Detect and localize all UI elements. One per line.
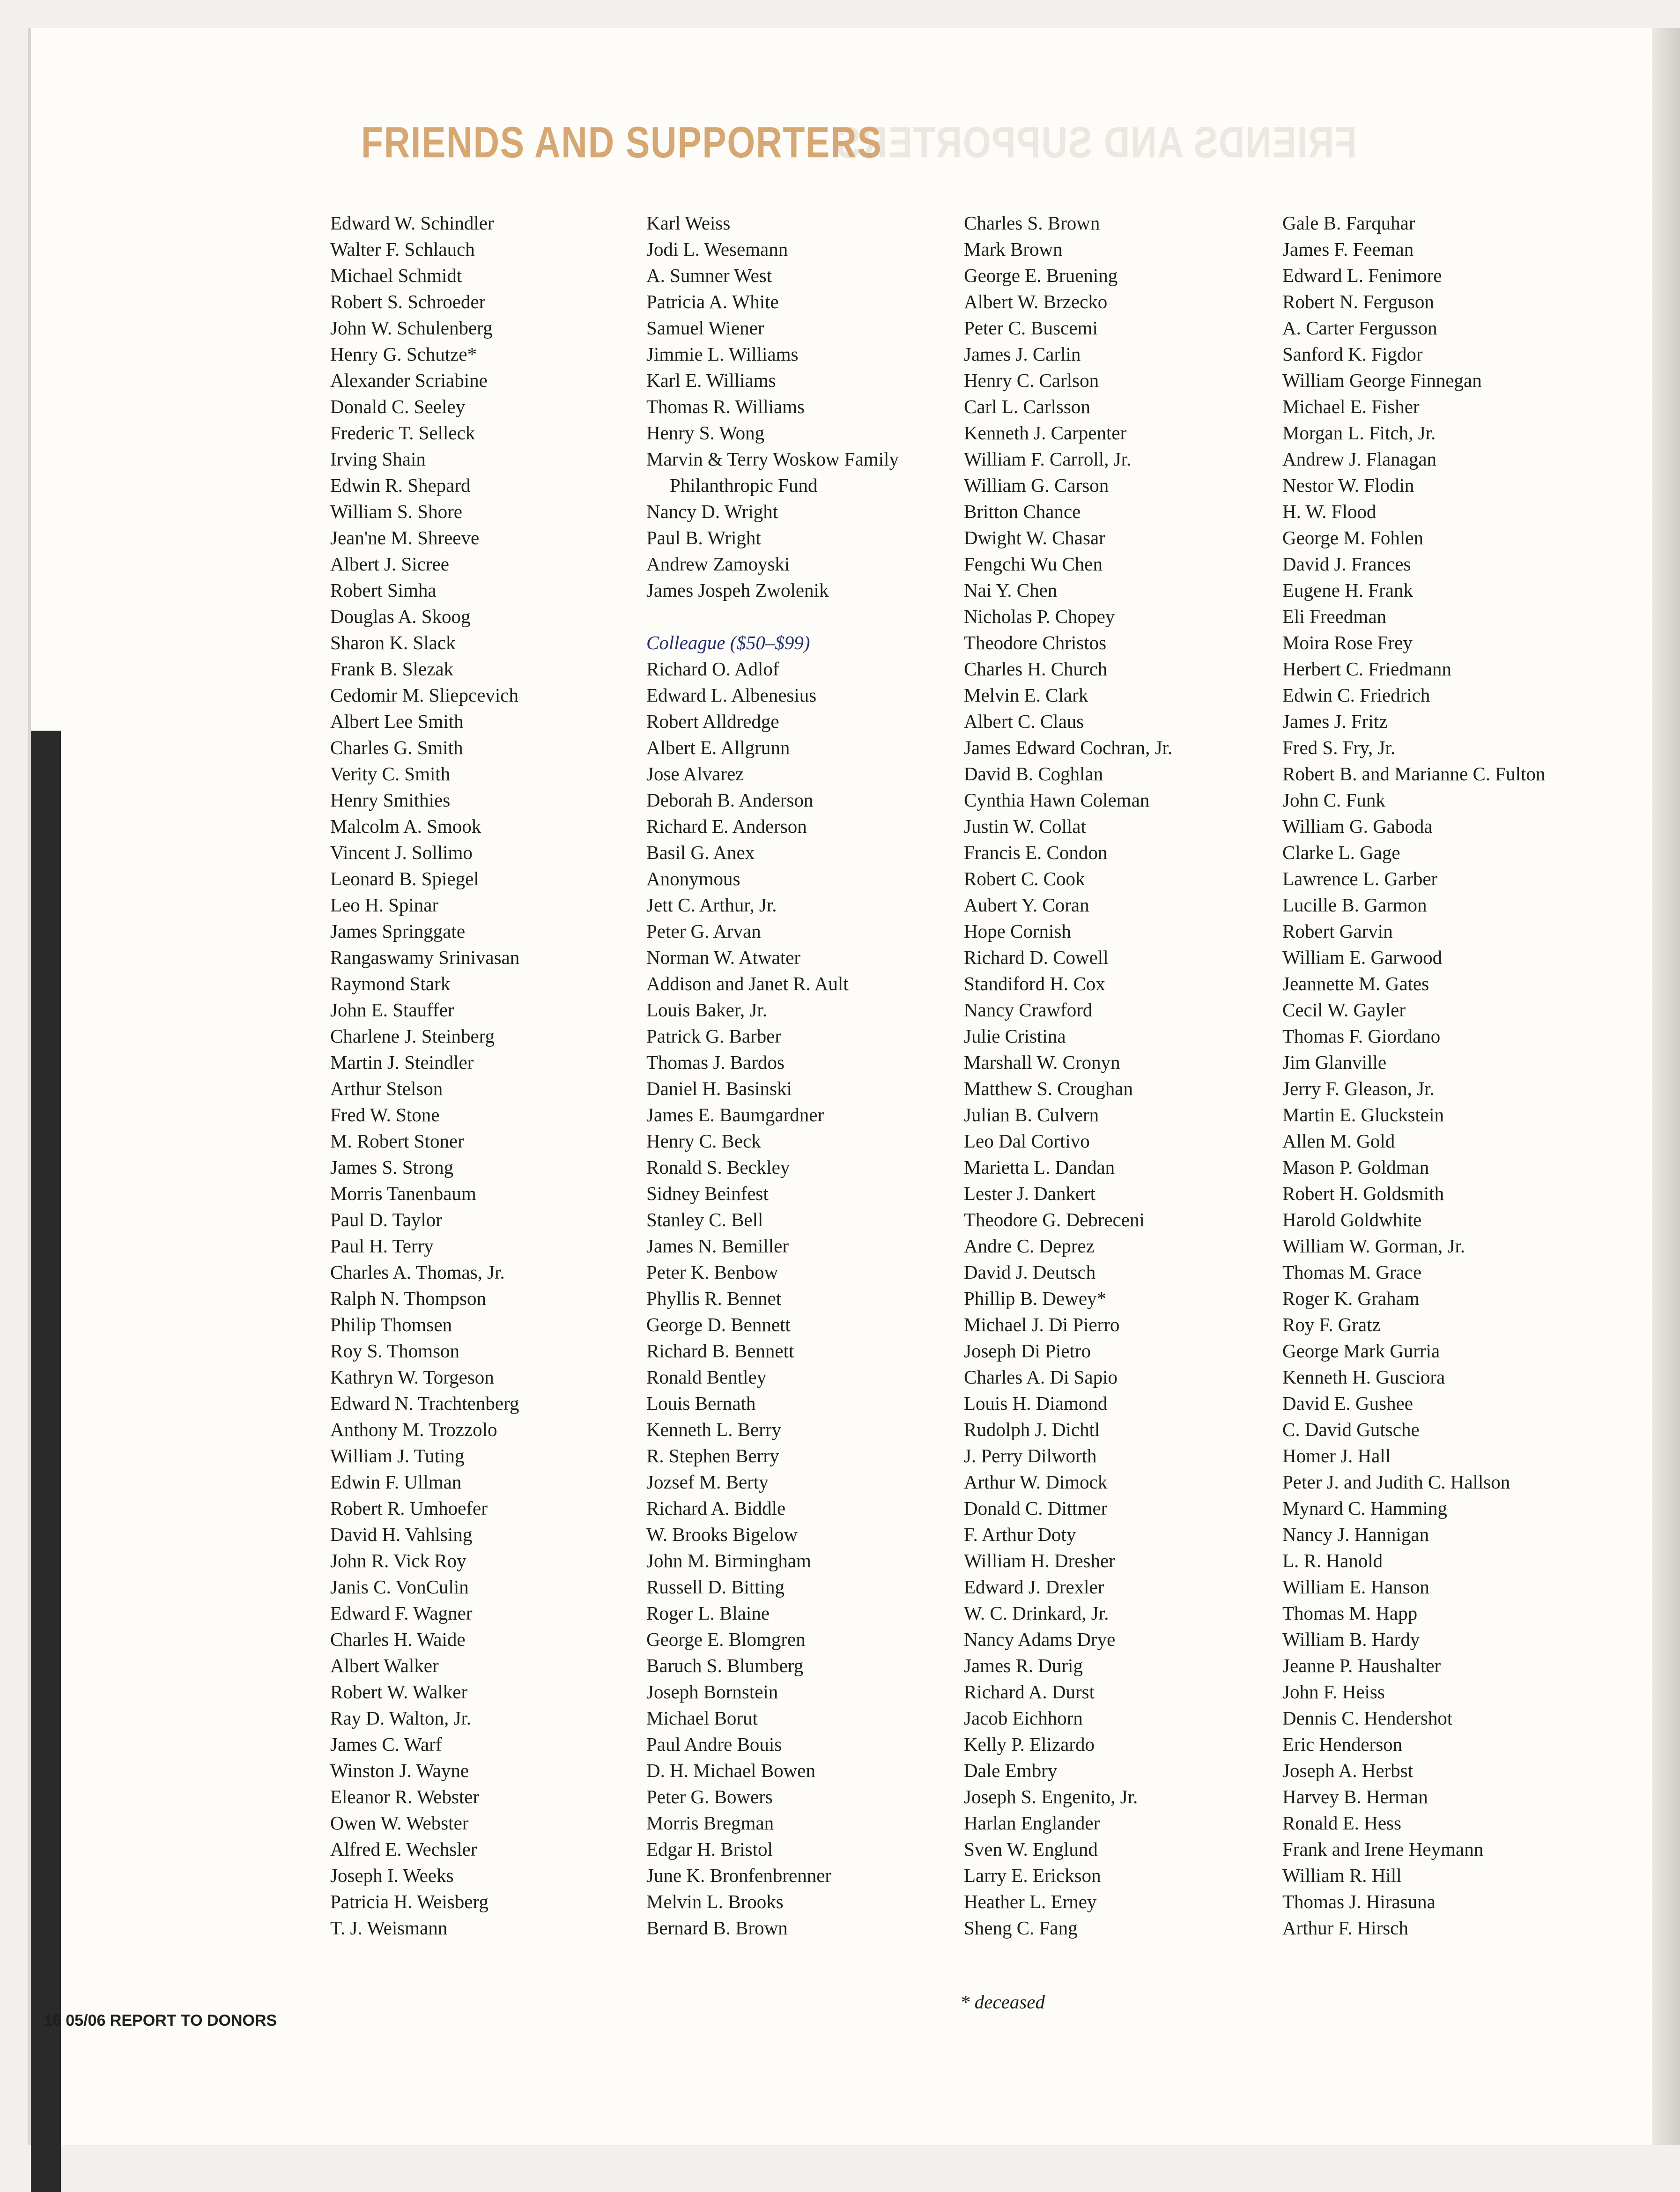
donor-name: Roy F. Gratz: [1282, 1314, 1381, 1335]
donor-name: J. Perry Dilworth: [964, 1445, 1097, 1466]
page-edge: [1652, 28, 1680, 2145]
donor-name: Norman W. Atwater: [646, 947, 801, 968]
donor-name: Roger K. Graham: [1282, 1288, 1420, 1309]
donor-name: Martin J. Steindler: [330, 1052, 474, 1073]
donor-name: Rudolph J. Dichtl: [964, 1419, 1100, 1440]
donor-name: June K. Bronfenbrenner: [646, 1865, 832, 1886]
donor-name: Albert E. Allgrunn: [646, 737, 790, 758]
donor-name: Louis H. Diamond: [964, 1392, 1108, 1414]
donor-name: Jeannette M. Gates: [1282, 973, 1429, 994]
donor-name: Joseph I. Weeks: [330, 1865, 454, 1886]
donor-name: Homer J. Hall: [1282, 1445, 1391, 1466]
page-title: FRIENDS AND SUPPORTERS: [361, 118, 882, 167]
donor-name: Arthur W. Dimock: [964, 1471, 1108, 1493]
donor-name: Patricia A. White: [646, 291, 779, 312]
donor-name: Robert R. Umhoefer: [330, 1497, 488, 1519]
donor-name: David J. Deutsch: [964, 1261, 1096, 1283]
donor-name: Janis C. VonCulin: [330, 1576, 469, 1598]
donor-name: Jeanne P. Haushalter: [1282, 1655, 1441, 1676]
donor-name: Ray D. Walton, Jr.: [330, 1707, 472, 1729]
donor-name: Lucille B. Garmon: [1282, 894, 1427, 916]
donor-name: Russell D. Bitting: [646, 1576, 785, 1598]
donor-name: Phillip B. Dewey*: [964, 1288, 1107, 1309]
donor-name: Edwin R. Shepard: [330, 474, 471, 496]
donor-name: Joseph A. Herbst: [1282, 1760, 1414, 1781]
donor-name: Edward N. Trachtenberg: [330, 1392, 519, 1414]
donor-name: Thomas M. Happ: [1282, 1602, 1418, 1624]
donor-name: Anonymous: [646, 868, 740, 889]
donor-name: Charles H. Church: [964, 658, 1108, 680]
donor-name: Jose Alvarez: [646, 763, 744, 785]
donor-name: Robert S. Schroeder: [330, 291, 486, 312]
donor-name: Carl L. Carlsson: [964, 396, 1090, 417]
donor-name: Harvey B. Herman: [1282, 1786, 1428, 1807]
binding-shadow: [31, 731, 61, 2192]
donor-name: Henry S. Wong: [646, 422, 765, 444]
donor-name: Andrew Zamoyski: [646, 553, 790, 575]
donor-name: Richard A. Biddle: [646, 1497, 786, 1519]
giving-level-heading: Colleague ($50–$99): [646, 632, 810, 653]
donor-name-continuation: Philanthropic Fund: [670, 474, 818, 496]
donor-name: F. Arthur Doty: [964, 1524, 1076, 1545]
show-through-heading: FRIENDS AND SUPPORTERS: [836, 118, 1357, 167]
donor-name: Albert Lee Smith: [330, 711, 464, 732]
donor-name: David H. Vahlsing: [330, 1524, 473, 1545]
donor-name: Cedomir M. Sliepcevich: [330, 684, 518, 706]
donor-name: Walter F. Schlauch: [330, 238, 475, 260]
donor-name: John F. Heiss: [1282, 1681, 1385, 1703]
donor-name: David B. Coghlan: [964, 763, 1103, 785]
donor-name: Standiford H. Cox: [964, 973, 1105, 994]
donor-name: William E. Hanson: [1282, 1576, 1429, 1598]
donor-name: Alexander Scriabine: [330, 370, 488, 391]
donor-name: James C. Warf: [330, 1733, 442, 1755]
donor-name: Leonard B. Spiegel: [330, 868, 479, 889]
donor-name: L. R. Hanold: [1282, 1550, 1383, 1571]
donor-name: Mason P. Goldman: [1282, 1156, 1429, 1178]
donor-name: Stanley C. Bell: [646, 1209, 763, 1230]
donor-name: A. Sumner West: [646, 265, 772, 286]
donor-name: William B. Hardy: [1282, 1629, 1420, 1650]
donor-name: Thomas R. Williams: [646, 396, 805, 417]
donor-name: Dennis C. Hendershot: [1282, 1707, 1453, 1729]
donor-name: Peter K. Benbow: [646, 1261, 778, 1283]
donor-name: Melvin E. Clark: [964, 684, 1088, 706]
donor-name: Matthew S. Croughan: [964, 1078, 1133, 1099]
donor-name: William R. Hill: [1282, 1865, 1402, 1886]
donor-name: Baruch S. Blumberg: [646, 1655, 804, 1676]
donor-name: Thomas M. Grace: [1282, 1261, 1422, 1283]
donor-name: Henry G. Schutze*: [330, 343, 477, 365]
donor-column-4: [1282, 210, 1545, 1941]
donor-name: Richard E. Anderson: [646, 815, 807, 837]
donor-name: Edgar H. Bristol: [646, 1838, 773, 1860]
donor-name: Jimmie L. Williams: [646, 343, 799, 365]
donor-name: Jim Glanville: [1282, 1052, 1387, 1073]
donor-name: William G. Gaboda: [1282, 815, 1433, 837]
donor-name: Hope Cornish: [964, 920, 1071, 942]
donor-name: Malcolm A. Smook: [330, 815, 481, 837]
donor-name: Marvin & Terry Woskow Family: [646, 448, 899, 470]
donor-name: Edwin C. Friedrich: [1282, 684, 1430, 706]
donor-name: Douglas A. Skoog: [330, 606, 471, 627]
donor-name: Edward L. Albenesius: [646, 684, 817, 706]
donor-name: David J. Frances: [1282, 553, 1411, 575]
donor-name: James N. Bemiller: [646, 1235, 789, 1257]
donor-name: Albert W. Brzecko: [964, 291, 1108, 312]
donor-name: William E. Garwood: [1282, 947, 1443, 968]
donor-name: Joseph S. Engenito, Jr.: [964, 1786, 1138, 1807]
donor-name: Patricia H. Weisberg: [330, 1891, 488, 1912]
donor-name: Richard D. Cowell: [964, 947, 1109, 968]
donor-column-1: [330, 210, 519, 1941]
donor-name: Allen M. Gold: [1282, 1130, 1395, 1152]
donor-name: Daniel H. Basinski: [646, 1078, 792, 1099]
donor-name: Thomas J. Hirasuna: [1282, 1891, 1436, 1912]
donor-name: Ralph N. Thompson: [330, 1288, 486, 1309]
donor-name: Paul H. Terry: [330, 1235, 434, 1257]
donor-name: Fengchi Wu Chen: [964, 553, 1103, 575]
donor-name: Britton Chance: [964, 501, 1081, 522]
donor-name: Albert J. Sicree: [330, 553, 449, 575]
donor-name: Sheng C. Fang: [964, 1917, 1078, 1939]
donor-name: Robert C. Cook: [964, 868, 1085, 889]
donor-name: William H. Dresher: [964, 1550, 1115, 1571]
donor-name: William G. Carson: [964, 474, 1109, 496]
donor-name: Albert C. Claus: [964, 711, 1084, 732]
donor-name: Richard B. Bennett: [646, 1340, 794, 1362]
donor-name: Aubert Y. Coran: [964, 894, 1089, 916]
donor-name: Robert Alldredge: [646, 711, 779, 732]
donor-name: Larry E. Erickson: [964, 1865, 1101, 1886]
donor-name: Julie Cristina: [964, 1025, 1066, 1047]
donor-name: Paul Andre Bouis: [646, 1733, 782, 1755]
donor-name: Paul D. Taylor: [330, 1209, 442, 1230]
donor-name: Eli Freedman: [1282, 606, 1387, 627]
donor-name: Michael Borut: [646, 1707, 758, 1729]
donor-name: John R. Vick Roy: [330, 1550, 466, 1571]
donor-name: Louis Bernath: [646, 1392, 756, 1414]
donor-name: Addison and Janet R. Ault: [646, 973, 849, 994]
donor-name: Andre C. Deprez: [964, 1235, 1095, 1257]
donor-name: Philip Thomsen: [330, 1314, 452, 1335]
donor-name: Paul B. Wright: [646, 527, 761, 548]
donor-name: Kenneth H. Gusciora: [1282, 1366, 1445, 1388]
donor-name: James R. Durig: [964, 1655, 1083, 1676]
donor-name: Leo Dal Cortivo: [964, 1130, 1090, 1152]
donor-name: Eugene H. Frank: [1282, 579, 1413, 601]
donor-name: Mynard C. Hamming: [1282, 1497, 1447, 1519]
donor-name: Fred S. Fry, Jr.: [1282, 737, 1396, 758]
donor-name: Fred W. Stone: [330, 1104, 440, 1126]
donor-name: Andrew J. Flanagan: [1282, 448, 1437, 470]
donor-name: Moira Rose Frey: [1282, 632, 1413, 653]
donor-name: James Jospeh Zwolenik: [646, 579, 829, 601]
donor-name: Ronald E. Hess: [1282, 1812, 1401, 1834]
donor-name: Ronald S. Beckley: [646, 1156, 790, 1178]
donor-name: Robert Garvin: [1282, 920, 1393, 942]
donor-name: Lester J. Dankert: [964, 1183, 1096, 1204]
donor-name: Jodi L. Wesemann: [646, 238, 788, 260]
donor-column-2: [646, 210, 899, 1941]
donor-name: Karl Weiss: [646, 212, 731, 234]
donor-name: George Mark Gurria: [1282, 1340, 1440, 1362]
donor-name: Thomas J. Bardos: [646, 1052, 784, 1073]
donor-name: Arthur Stelson: [330, 1078, 443, 1099]
donor-name: Sanford K. Figdor: [1282, 343, 1423, 365]
donor-name: Dale Embry: [964, 1760, 1058, 1781]
donor-name: Edward F. Wagner: [330, 1602, 473, 1624]
donor-name: Theodore G. Debreceni: [964, 1209, 1145, 1230]
donor-name: Henry C. Beck: [646, 1130, 761, 1152]
donor-name: T. J. Weismann: [330, 1917, 448, 1939]
donor-name: Deborah B. Anderson: [646, 789, 814, 811]
donor-name: James J. Carlin: [964, 343, 1081, 365]
donor-name: Robert H. Goldsmith: [1282, 1183, 1444, 1204]
donor-name: Marietta L. Dandan: [964, 1156, 1115, 1178]
donor-name: Julian B. Culvern: [964, 1104, 1099, 1126]
donor-name: Francis E. Condon: [964, 842, 1108, 863]
donor-name: A. Carter Fergusson: [1282, 317, 1437, 339]
donor-name: George E. Bruening: [964, 265, 1118, 286]
donor-name: Richard A. Durst: [964, 1681, 1095, 1703]
donor-name: Charles S. Brown: [964, 212, 1100, 234]
donor-name: Robert W. Walker: [330, 1681, 468, 1703]
donor-name: Nai Y. Chen: [964, 579, 1058, 601]
donor-name: Michael J. Di Pierro: [964, 1314, 1120, 1335]
donor-name: Charles G. Smith: [330, 737, 463, 758]
donor-name: Samuel Wiener: [646, 317, 764, 339]
donor-name: Peter C. Buscemi: [964, 317, 1098, 339]
donor-name: Louis Baker, Jr.: [646, 999, 767, 1021]
donor-name: William S. Shore: [330, 501, 462, 522]
donor-name: Robert B. and Marianne C. Fulton: [1282, 763, 1546, 785]
donor-name: Basil G. Anex: [646, 842, 755, 863]
donor-name: Roger L. Blaine: [646, 1602, 770, 1624]
donor-name: Raymond Stark: [330, 973, 451, 994]
donor-name: Henry C. Carlson: [964, 370, 1099, 391]
donor-name: Frank and Irene Heymann: [1282, 1838, 1484, 1860]
donor-name: Cecil W. Gayler: [1282, 999, 1406, 1021]
donor-name: Owen W. Webster: [330, 1812, 469, 1834]
donor-name: Jean'ne M. Shreeve: [330, 527, 480, 548]
donor-name: Marshall W. Cronyn: [964, 1052, 1120, 1073]
donor-name: Ronald Bentley: [646, 1366, 767, 1388]
donor-name: William F. Carroll, Jr.: [964, 448, 1132, 470]
donor-name: Henry Smithies: [330, 789, 451, 811]
donor-name: Nestor W. Flodin: [1282, 474, 1414, 496]
donor-name: M. Robert Stoner: [330, 1130, 464, 1152]
donor-name: Rangaswamy Srinivasan: [330, 947, 520, 968]
donor-name: Joseph Bornstein: [646, 1681, 778, 1703]
donor-name: Nancy Adams Drye: [964, 1629, 1116, 1650]
donor-name: Herbert C. Friedmann: [1282, 658, 1451, 680]
page-footer: 16 05/06 REPORT TO DONORS: [44, 2012, 277, 2029]
donor-name: Gale B. Farquhar: [1282, 212, 1415, 234]
donor-name: Heather L. Erney: [964, 1891, 1097, 1912]
donor-name: Frederic T. Selleck: [330, 422, 475, 444]
donor-name: Charles H. Waide: [330, 1629, 466, 1650]
donor-name: James E. Baumgardner: [646, 1104, 824, 1126]
donor-name: Morris Bregman: [646, 1812, 774, 1834]
donor-name: Alfred E. Wechsler: [330, 1838, 477, 1860]
donor-name: Phyllis R. Bennet: [646, 1288, 782, 1309]
donor-name: Michael E. Fisher: [1282, 396, 1420, 417]
donor-name: Charlene J. Steinberg: [330, 1025, 495, 1047]
donor-name: Lawrence L. Garber: [1282, 868, 1438, 889]
donor-name: Harold Goldwhite: [1282, 1209, 1422, 1230]
donor-name: D. H. Michael Bowen: [646, 1760, 815, 1781]
donor-name: Nicholas P. Chopey: [964, 606, 1115, 627]
donor-name: Eleanor R. Webster: [330, 1786, 480, 1807]
donor-name: Jacob Eichhorn: [964, 1707, 1083, 1729]
donor-name: Sharon K. Slack: [330, 632, 456, 653]
donor-name: James F. Feeman: [1282, 238, 1414, 260]
donor-name: Irving Shain: [330, 448, 426, 470]
donor-name: Verity C. Smith: [330, 763, 451, 785]
donor-name: Justin W. Collat: [964, 815, 1086, 837]
donor-name: James Springgate: [330, 920, 466, 942]
spacer: [646, 603, 899, 629]
donor-name: Martin E. Gluckstein: [1282, 1104, 1444, 1126]
donor-name: Winston J. Wayne: [330, 1760, 469, 1781]
donor-name: Robert Simha: [330, 579, 437, 601]
donor-name: Peter J. and Judith C. Hallson: [1282, 1471, 1510, 1493]
donor-name: Sidney Beinfest: [646, 1183, 769, 1204]
donor-name: David E. Gushee: [1282, 1392, 1413, 1414]
donor-name: Edward J. Drexler: [964, 1576, 1104, 1598]
donor-name: Robert N. Ferguson: [1282, 291, 1434, 312]
donor-name: William George Finnegan: [1282, 370, 1482, 391]
donor-name: H. W. Flood: [1282, 501, 1377, 522]
donor-name: Karl E. Williams: [646, 370, 776, 391]
donor-name: C. David Gutsche: [1282, 1419, 1420, 1440]
donor-column-3: [964, 210, 1172, 1941]
donor-name: James S. Strong: [330, 1156, 454, 1178]
donor-name: Peter G. Arvan: [646, 920, 761, 942]
donor-name: George M. Fohlen: [1282, 527, 1424, 548]
donor-name: Thomas F. Giordano: [1282, 1025, 1441, 1047]
donor-name: Michael Schmidt: [330, 265, 462, 286]
donor-name: Sven W. Englund: [964, 1838, 1098, 1860]
donor-name: Jerry F. Gleason, Jr.: [1282, 1078, 1435, 1099]
donor-name: Morgan L. Fitch, Jr.: [1282, 422, 1436, 444]
donor-name: Charles A. Di Sapio: [964, 1366, 1118, 1388]
donor-name: Jett C. Arthur, Jr.: [646, 894, 777, 916]
donor-name: James Edward Cochran, Jr.: [964, 737, 1173, 758]
donor-name: Albert Walker: [330, 1655, 439, 1676]
donor-name: Frank B. Slezak: [330, 658, 454, 680]
deceased-footnote: * deceased: [960, 1991, 1045, 2013]
donor-name: Nancy D. Wright: [646, 501, 778, 522]
donor-name: Edward W. Schindler: [330, 212, 494, 234]
donor-name: John W. Schulenberg: [330, 317, 493, 339]
donor-name: Edward L. Fenimore: [1282, 265, 1442, 286]
donor-name: Patrick G. Barber: [646, 1025, 782, 1047]
donor-name: Charles A. Thomas, Jr.: [330, 1261, 505, 1283]
donor-name: Cynthia Hawn Coleman: [964, 789, 1150, 811]
donor-name: Kenneth J. Carpenter: [964, 422, 1127, 444]
donor-name: Kenneth L. Berry: [646, 1419, 782, 1440]
donor-name: Roy S. Thomson: [330, 1340, 460, 1362]
donor-name: Arthur F. Hirsch: [1282, 1917, 1408, 1939]
donor-name: Donald C. Seeley: [330, 396, 466, 417]
donor-name: George E. Blomgren: [646, 1629, 806, 1650]
donor-name: Joseph Di Pietro: [964, 1340, 1091, 1362]
donor-name: Kelly P. Elizardo: [964, 1733, 1095, 1755]
donor-name: William W. Gorman, Jr.: [1282, 1235, 1465, 1257]
donor-name: Vincent J. Sollimo: [330, 842, 473, 863]
donor-name: Harlan Englander: [964, 1812, 1100, 1834]
donor-name: John M. Birmingham: [646, 1550, 811, 1571]
donor-name: John C. Funk: [1282, 789, 1385, 811]
donor-name: Kathryn W. Torgeson: [330, 1366, 494, 1388]
donor-name: Theodore Christos: [964, 632, 1107, 653]
donor-name: Melvin L. Brooks: [646, 1891, 784, 1912]
donor-name: Jozsef M. Berty: [646, 1471, 769, 1493]
donor-name: Leo H. Spinar: [330, 894, 439, 916]
donor-name: Peter G. Bowers: [646, 1786, 773, 1807]
donor-name: Donald C. Dittmer: [964, 1497, 1108, 1519]
donor-name: Nancy J. Hannigan: [1282, 1524, 1429, 1545]
donor-name: W. Brooks Bigelow: [646, 1524, 798, 1545]
donor-name: Mark Brown: [964, 238, 1063, 260]
donor-name: Nancy Crawford: [964, 999, 1093, 1021]
donor-name: Anthony M. Trozzolo: [330, 1419, 497, 1440]
donor-name: Richard O. Adlof: [646, 658, 779, 680]
donor-name: Bernard B. Brown: [646, 1917, 788, 1939]
donor-name: Dwight W. Chasar: [964, 527, 1105, 548]
donor-name: George D. Bennett: [646, 1314, 791, 1335]
donor-name: Clarke L. Gage: [1282, 842, 1400, 863]
donor-name: John E. Stauffer: [330, 999, 454, 1021]
donor-name: William J. Tuting: [330, 1445, 465, 1466]
donor-name: James J. Fritz: [1282, 711, 1388, 732]
donor-name: Morris Tanenbaum: [330, 1183, 476, 1204]
donor-name: Eric Henderson: [1282, 1733, 1403, 1755]
donor-name: Edwin F. Ullman: [330, 1471, 462, 1493]
donor-name: R. Stephen Berry: [646, 1445, 779, 1466]
donor-name: W. C. Drinkard, Jr.: [964, 1602, 1109, 1624]
